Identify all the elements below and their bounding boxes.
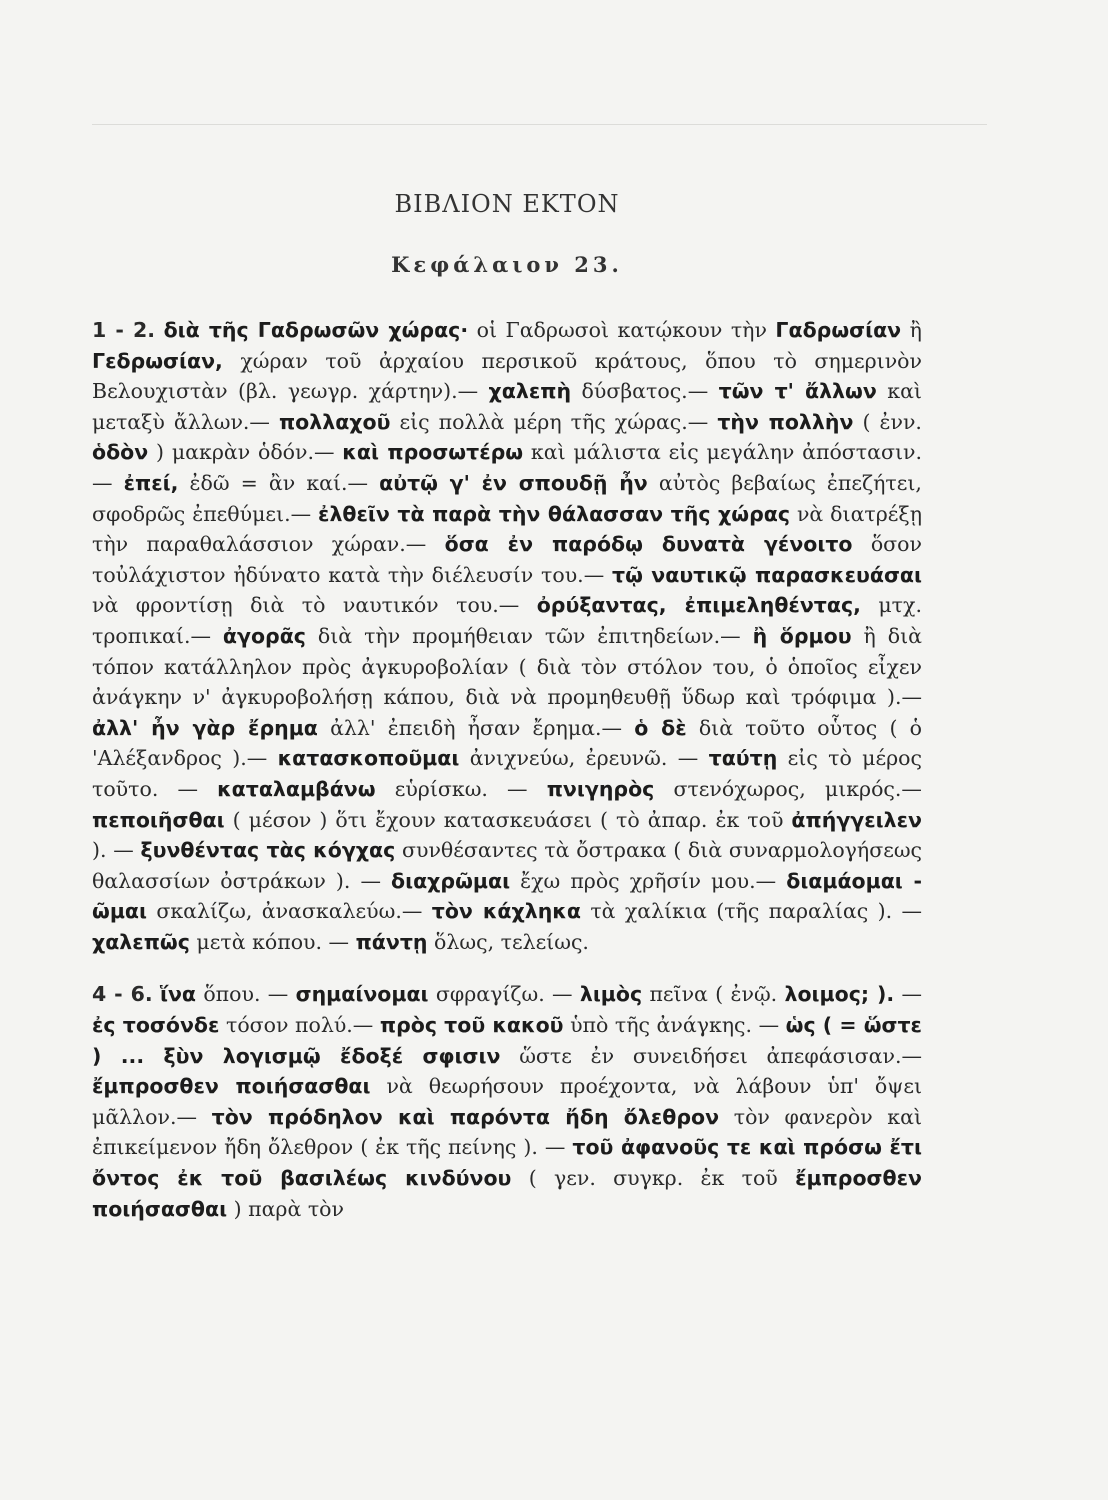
bold-lemma: πρὸς τοῦ κακοῦ: [379, 1013, 564, 1038]
gloss-text: ( γεν. συγκρ. ἐκ τοῦ: [528, 1166, 778, 1191]
bold-lemma: ἔμπροσθεν ποιήσασθαι: [92, 1166, 922, 1221]
gloss-text: νὰ θεωρήσουν προέχοντα, νὰ λάβουν ὑπ' ὄψει μᾶλλον.—: [92, 1074, 922, 1129]
gloss-text: σκαλίζω, ἀνασκαλεύω.—: [156, 899, 423, 924]
gloss-text: ἢ διὰ τόπον κατάλληλον πρὸς ἀγκυροβολίαν ( διὰ τὸν στόλον του, ὁ ὁποῖος εἶχεν ἀνάγκην ν' ἀγκυροβολήσῃ κάπου, διὰ νὰ προμηθευθῇ ὕδωρ καὶ τρόφιμα ).—: [92, 623, 922, 710]
bold-lemma: ἐπεί,: [123, 470, 179, 495]
gloss-text: ἀνιχνεύω, ἐρευνῶ. —: [469, 746, 699, 771]
gloss-text: καὶ μεταξὺ ἄλλων.—: [92, 379, 922, 434]
bold-lemma: τῷ ναυτικῷ παρασκευάσαι: [611, 562, 922, 587]
bold-lemma: καὶ προσωτέρω: [342, 440, 524, 465]
gloss-text: —: [901, 982, 922, 1007]
bold-lemma: τοῦ ἀφανοῦς τε καὶ πρόσω ἔτι ὄντος ἐκ τοῦ βασιλέως κινδύνου: [92, 1135, 922, 1191]
gloss-text: εἰς τὸ μέρος τοῦτο. —: [92, 746, 922, 801]
bold-lemma: τὸν κάχληκα: [431, 899, 581, 924]
gloss-text: ὑπὸ τῆς ἀνάγκης. —: [570, 1013, 780, 1038]
gloss-text: ὥστε ἐν συνειδήσει ἀπεφάσισαν.—: [519, 1043, 922, 1068]
gloss-text: ἀλλ' ἐπειδὴ ἦσαν ἔρημα.—: [330, 715, 623, 740]
gloss-text: ὅσον τοὐλάχιστον ἠδύνατο κατὰ τὴν διέλευσίν του.—: [92, 532, 922, 587]
bold-lemma: ὁ δὲ: [634, 715, 687, 740]
gloss-text: ( ἐνν.: [862, 409, 922, 434]
bold-lemma: καταλαμβάνω: [217, 776, 376, 801]
paragraph-1-2: [92, 315, 922, 957]
gloss-text: ὅλως, τελείως.: [434, 929, 589, 954]
paragraph-text: [92, 982, 922, 1220]
gloss-text: μετὰ κόπου. —: [196, 929, 350, 954]
bold-lemma: ἵνα: [159, 982, 197, 1007]
gloss-text: ἐδῶ = ἂν καί.—: [189, 470, 369, 495]
bold-lemma: ὁδὸν: [92, 440, 149, 465]
bold-lemma: τὸν πρόδηλον καὶ παρόντα ἤδη ὄλεθρον: [211, 1104, 720, 1129]
paragraph-number: 4 - 6.: [92, 982, 153, 1007]
gloss-text: ) μακρὰν ὁδόν.—: [156, 440, 335, 465]
gloss-text: ἔχω πρὸς χρῆσίν μου.—: [520, 868, 777, 893]
bold-lemma: ξυνθέντας τὰς κόγχας: [140, 838, 396, 863]
book-title: ΒΙΒΛΙΟΝ ΕΚΤΟΝ: [394, 190, 620, 218]
gloss-text: μτχ. τροπικαί.—: [92, 593, 922, 648]
bold-lemma: ὡς ( = ὥστε ) ... ξὺν λογισμῷ ἔδοξέ σφισιν: [92, 1013, 922, 1068]
gloss-text: τὸν φανερὸν καὶ ἐπικείμενον ἤδη ὄλεθρον ( ἐκ τῆς πείνης ). —: [92, 1104, 922, 1160]
bold-lemma: χαλεπὴ: [488, 379, 572, 404]
bold-lemma: ἢ ὅρμου: [752, 623, 852, 648]
bold-lemma: ἔμπροσθεν ποιήσασθαι: [92, 1074, 371, 1099]
gloss-text: χώραν τοῦ ἀρχαίου περσικοῦ κράτους, ὅπου τὸ σημερινὸν Βελουχιστὰν (βλ. γεωγρ. χάρτην).—: [92, 348, 922, 404]
gloss-text: διὰ τὴν προμήθειαν τῶν ἐπιτηδείων.—: [317, 623, 741, 648]
bold-lemma: πολλαχοῦ: [278, 409, 391, 434]
bold-lemma: διαχρῶμαι: [391, 868, 511, 893]
bold-lemma: σημαίνομαι: [295, 982, 429, 1007]
paragraph-text: [92, 318, 922, 954]
bold-lemma: διὰ τῆς Γαδρωσῶν χώρας·: [163, 318, 469, 342]
bold-lemma: τῶν τ' ἄλλων: [718, 379, 877, 404]
bold-lemma: λοιμος; ).: [784, 982, 895, 1007]
bold-lemma: πνιγηρὸς: [546, 776, 655, 801]
bold-lemma: κατασκοποῦμαι: [277, 746, 460, 771]
gloss-text: συνθέσαντες τὰ ὄστρακα ( διὰ συναρμολογήσεως θαλασσίων ὀστράκων ). —: [92, 838, 923, 893]
bold-lemma: χαλεπῶς: [92, 929, 190, 954]
bold-lemma: λιμὸς: [579, 982, 643, 1007]
bold-lemma: ἐς τοσόνδε: [92, 1013, 220, 1038]
gloss-text: ὅπου. —: [203, 982, 289, 1007]
bold-lemma: διαμάομαι - ῶμαι: [92, 868, 922, 924]
bold-lemma: ἀπήγγειλεν: [791, 807, 922, 832]
gloss-text: ) παρὰ τὸν: [233, 1196, 344, 1221]
gloss-text: οἱ Γαδρωσοὶ κατῴκουν τὴν: [476, 318, 767, 342]
gloss-text: τόσον πολύ.—: [225, 1013, 374, 1038]
bold-lemma: πεποιῆσθαι: [92, 807, 225, 832]
chapter-title: Κεφάλαιον 23.: [391, 252, 623, 277]
gloss-text: δύσβατος.—: [581, 379, 709, 404]
bold-lemma: πάντῃ: [355, 929, 428, 954]
gloss-text: νὰ φροντίσῃ διὰ τὸ ναυτικόν του.—: [92, 593, 520, 618]
bold-lemma: ὅσα ἐν παρόδῳ δυνατὰ γένοιτο: [444, 532, 853, 557]
bleed-through-rule: [92, 124, 987, 125]
gloss-text: σφραγίζω. —: [435, 982, 573, 1007]
bleed-through-header: [92, 92, 992, 114]
bold-lemma: αὐτῷ γ' ἐν σπουδῇ ἦν: [379, 470, 648, 495]
gloss-text: τὰ χαλίκια (τῆς παραλίας ). —: [590, 899, 922, 924]
bold-lemma: τὴν πολλὴν: [717, 409, 854, 434]
page-body: [92, 190, 922, 1224]
gloss-text: ἢ: [909, 318, 922, 342]
gloss-text: διὰ τοῦτο οὗτος ( ὁ 'Αλέξανδρος ).—: [92, 715, 922, 771]
bold-lemma: ἐλθεῖν τὰ παρὰ τὴν θάλασσαν τῆς χώρας: [318, 501, 791, 526]
paragraph-number: 1 - 2.: [92, 318, 156, 342]
gloss-text: εὑρίσκω. —: [394, 776, 528, 801]
gloss-text: εἰς πολλὰ μέρη τῆς χώρας.—: [399, 409, 709, 434]
bold-lemma: ἀλλ' ἦν γὰρ ἔρημα: [92, 715, 318, 740]
bold-lemma: Γαδρωσίαν: [775, 318, 902, 342]
bold-lemma: ἀγορᾶς: [222, 623, 306, 648]
gloss-text: πεῖνα ( ἐνῷ.: [649, 982, 778, 1007]
gloss-text: ( μέσον ) ὅτι ἔχουν κατασκευάσει ( τὸ ἀπαρ. ἐκ τοῦ: [232, 807, 784, 832]
bold-lemma: Γεδρωσίαν,: [92, 348, 223, 373]
paragraph-4-6: [92, 979, 922, 1224]
gloss-text: στενόχωρος, μικρός.—: [673, 776, 922, 801]
bold-lemma: ταύτῃ: [708, 746, 778, 771]
gloss-text: ). —: [92, 838, 134, 863]
gloss-text: αὐτὸς βεβαίως ἐπεζήτει, σφοδρῶς ἐπεθύμει.—: [92, 470, 922, 526]
bold-lemma: ὀρύξαντας, ἐπιμεληθέντας,: [536, 593, 861, 618]
gloss-text: καὶ μάλιστα εἰς μεγάλην ἀπόστασιν.—: [92, 440, 922, 495]
gloss-text: νὰ διατρέξῃ τὴν παραθαλάσσιον χώραν.—: [92, 501, 922, 557]
